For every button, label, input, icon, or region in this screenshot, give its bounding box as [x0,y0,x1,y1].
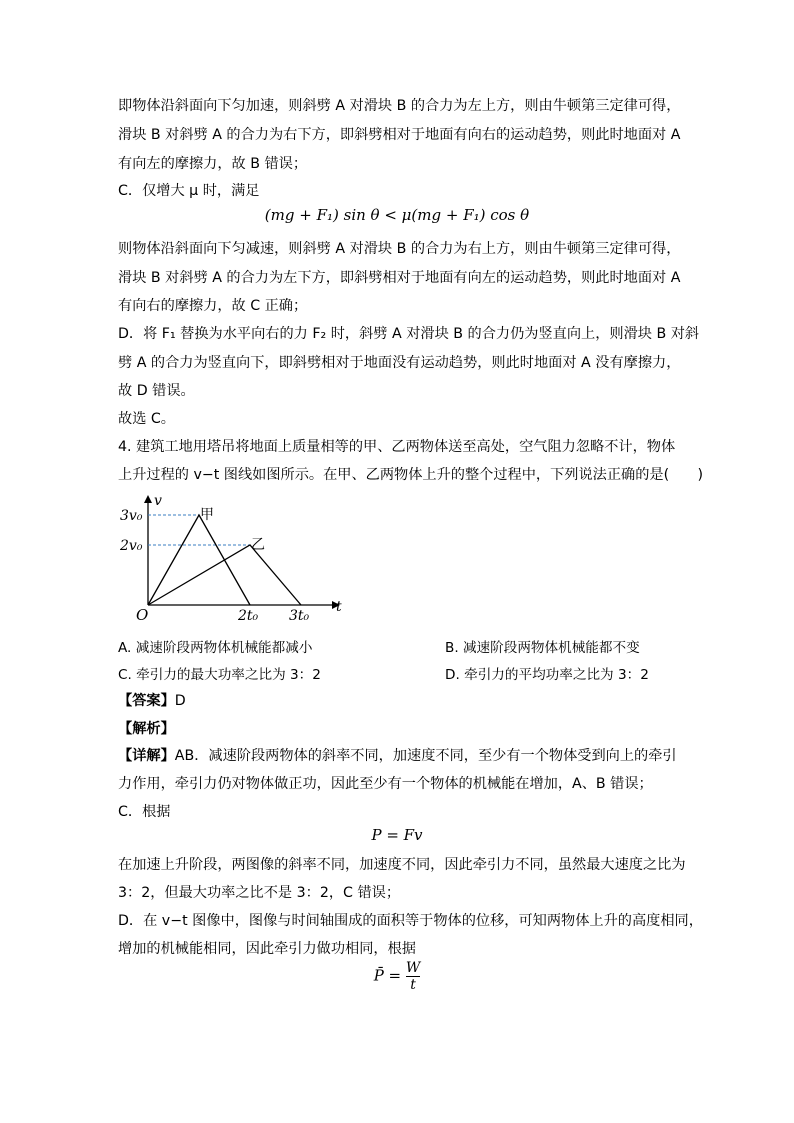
series-label-jia: 甲 [200,507,214,523]
analysis-label: 【解析】 [118,721,175,737]
y-axis-arrow [144,495,152,503]
option-b: B. 减速阶段两物体机械能都不变 [445,640,640,656]
formula-average-power-lhs: P̄ = [373,966,402,985]
graph-guides [148,515,250,545]
origin-label: O [136,606,149,624]
series-label-yi: 乙 [251,537,265,553]
analysis-line-2: 力作用，牵引力仍对物体做正功，因此至少有一个物体的机械能在增加，A、B 错误； [118,776,653,792]
text-line-1: 即物体沿斜面向下匀加速，则斜劈 A 对滑块 B 的合力为左上方，则由牛顿第三定律可得， [118,98,681,114]
text-line-9: 劈 A 的合力为竖直向下，即斜劈相对于地面没有运动趋势，则此时地面对 A 没有摩擦力， [118,355,681,371]
option-d: D. 牵引力的平均功率之比为 3：2 [445,667,649,683]
formula-fraction [406,960,420,993]
analysis-line-3: C．根据 [118,804,171,820]
analysis-line-5: 3：2，但最大功率之比不是 3：2，C 错误； [118,885,401,901]
question-line-1: 4. 建筑工地用塔吊将地面上质量相等的甲、乙两物体送至高处，空气阻力忽略不计，物体 [118,439,676,455]
answer-label: 【答案】 [118,693,175,709]
x-axis-label: t [336,599,342,615]
y-axis-label: v [154,495,162,509]
text-line-10: 故 D 错误。 [118,383,195,399]
graph-series [148,515,301,605]
analysis-line-4: 在加速上升阶段，两图像的斜率不同，加速度不同，因此牵引力不同，虽然最大速度之比为 [118,857,686,873]
y-tick-2v0: 2v₀ [120,538,143,554]
analysis-text-1: AB．减速阶段两物体的斜率不同，加速度不同，至少有一个物体受到向上的牵引 [174,748,677,764]
analysis-row [118,718,175,738]
series-line-1 [148,545,301,605]
formula-average-power [0,960,794,993]
fraction-denominator: t [406,976,420,993]
y-tick-3v0: 3v₀ [120,508,143,524]
series-line-0 [148,515,250,605]
text-line-6: 滑块 B 对斜劈 A 的合力为左下方，即斜劈相对于地面有向左的运动趋势，则此时地面对 A [118,270,681,286]
answer-value: D [174,693,186,709]
text-line-11: 故选 C。 [118,411,175,427]
text-line-3: 有向左的摩擦力，故 B 错误； [118,156,308,172]
analysis-line-6: D．在 v−t 图像中，图像与时间轴围成的面积等于物体的位移，可知两物体上升的高度相同， [118,913,703,929]
text-line-5: 则物体沿斜面向下匀减速，则斜劈 A 对滑块 B 的合力为右上方，则由牛顿第三定律可得， [118,241,681,257]
text-line-8: D．将 F₁ 替换为水平向右的力 F₂ 时，斜劈 A 对滑块 B 的合力仍为竖直向上，则滑块 B 对斜 [118,326,700,342]
option-c: C. 牵引力的最大功率之比为 3：2 [118,667,321,683]
vt-graph [118,495,348,625]
analysis-line-1 [118,746,677,766]
text-line-7: 有向右的摩擦力，故 C 正确； [118,298,308,314]
question-line-2: 上升过程的 v−t 图线如图所示。在甲、乙两物体上升的整个过程中，下列说法正确的是( ) [118,467,704,483]
x-tick-2t0: 2t₀ [238,608,259,624]
fraction-numerator: W [405,960,421,976]
analysis-line-7: 增加的机械能相同，因此牵引力做功相同，根据 [118,941,416,957]
text-line-2: 滑块 B 对斜劈 A 的合力为右下方，即斜劈相对于地面有向右的运动趋势，则此时地面对 A [118,127,681,143]
detail-label: 【详解】 [118,748,175,764]
text-line-4: C．仅增大 μ 时，满足 [118,183,260,199]
formula-inequality: (mg + F₁) sin θ < μ(mg + F₁) cos θ [264,206,530,224]
answer-row [118,690,186,710]
x-tick-3t0: 3t₀ [289,608,310,624]
option-a: A. 减速阶段两物体机械能都减小 [118,640,313,656]
formula-power: P = Fv [371,826,423,844]
